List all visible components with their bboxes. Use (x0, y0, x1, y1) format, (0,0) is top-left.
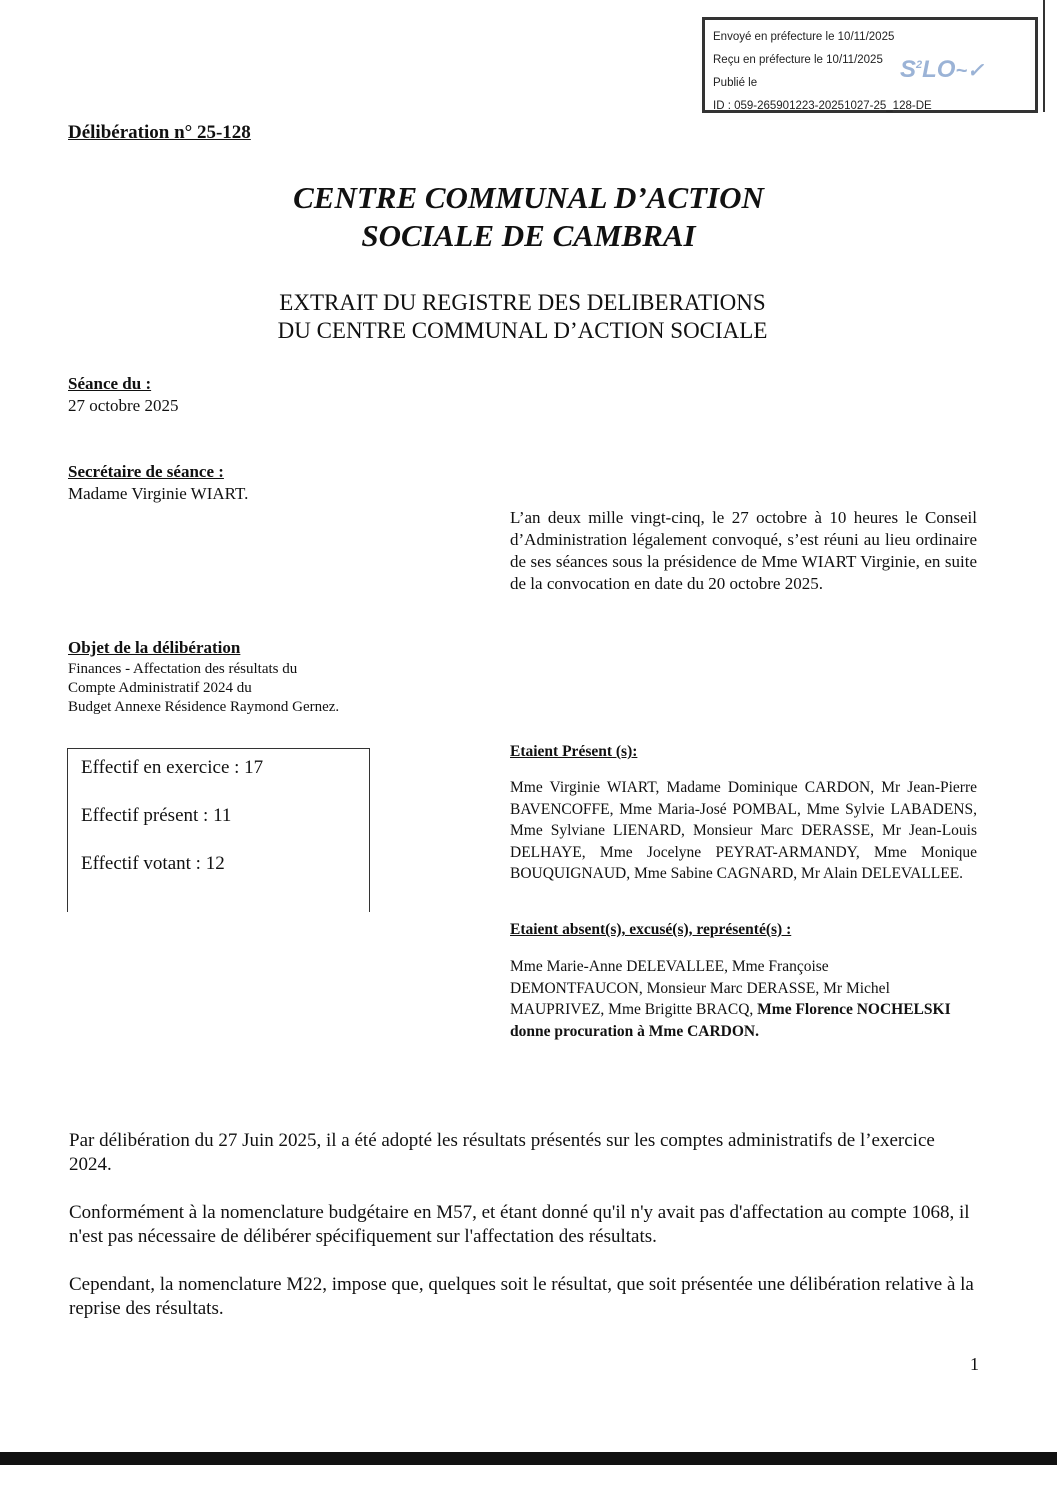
absents-procuration: Mme Florence NOCHELSKI donne procuration à Mme CARDON. (510, 1001, 951, 1040)
body-paragraph-2: Conformément à la nomenclature budgétaire en M57, et étant donné qu'il n'y avait pas d'affectation au compte 1068, il n'est pas nécessaire de délibérer spécifiquement sur l'affectation des résultats. (69, 1202, 970, 1247)
secretaire-name: Madame Virginie WIART. (68, 484, 249, 503)
title-line-1: CENTRE COMMUNAL D’ACTION (293, 180, 764, 215)
effectif-exercice: Effectif en exercice : 17 (81, 757, 264, 778)
intro-paragraph: L’an deux mille vingt-cinq, le 27 octobre à 10 heures le Conseil d’Administration légalement convoqué, s’est réuni au lieu ordinaire de ses séances sous la présidence de Mme WIART Virginie, en suite de la convocation en date du 20 octobre 2025. (510, 508, 977, 593)
presents-list: Mme Virginie WIART, Madame Dominique CARDON, Mr Jean-Pierre BAVENCOFFE, Mme Maria-José POMBAL, Mme Sylvie LABADENS, Mme Sylviane LIENARD, Monsieur Marc DERASSE, Mr Jean-Louis DELHAYE, Mme Jocelyne PEYRAT-ARMANDY, Mme Monique BOUQUIGNAUD, Mme Sabine CAGNARD, Mr Alain DELEVALLEE. (510, 779, 977, 882)
subtitle-line-1: EXTRAIT DU REGISTRE DES DELIBERATIONS (279, 290, 766, 315)
absents-list (510, 956, 960, 1042)
seance-label: Séance du : (68, 374, 152, 393)
stamp-published: Publié le (713, 77, 758, 89)
absents-text: Mme Marie-Anne DELEVALLEE, Mme Françoise DEMONTFAUCON, Monsieur Marc DERASSE, Mr Michel MAUPRIVEZ, Mme Brigitte BRACQ, (510, 958, 890, 1018)
s2lo-logo: $S^2LO\sim✓$ (900, 56, 984, 83)
effectif-votant: Effectif votant : 12 (81, 853, 225, 874)
body-paragraph-1: Par délibération du 27 Juin 2025, il a été adopté les résultats présentés sur les comptes administratifs de l’exercice 2024. (69, 1130, 935, 1175)
absents-label: Etaient absent(s), excusé(s), représenté(s) : (510, 921, 792, 938)
title-line-2: SOCIALE DE CAMBRAI (361, 218, 696, 253)
presents-label: Etaient Présent (s): (510, 743, 638, 760)
objet-line: Compte Administratif 2024 du (68, 680, 252, 696)
effectif-present: Effectif présent : 11 (81, 805, 232, 826)
scan-bottom-bar (0, 1452, 1057, 1465)
deliberation-number: Délibération n° 25-128 (68, 122, 251, 143)
stamp-received: Reçu en préfecture le 10/11/2025 (713, 54, 883, 66)
objet-label: Objet de la délibération (68, 638, 241, 657)
objet-line: Budget Annexe Résidence Raymond Gernez. (68, 699, 340, 715)
seance-date: 27 octobre 2025 (68, 396, 179, 415)
prefecture-stamp (702, 17, 1038, 113)
page-number: 1 (970, 1354, 979, 1374)
stamp-id: ID : 059-265901223-20251027-25_128-DE (713, 100, 932, 112)
stamp-sent: Envoyé en préfecture le 10/11/2025 (713, 31, 895, 43)
body-paragraph-3: Cependant, la nomenclature M22, impose que, quelques soit le résultat, que soit présentée une délibération relative à la reprise des résultats. (69, 1274, 974, 1319)
effectifs-box (67, 748, 370, 912)
subtitle-line-2: DU CENTRE COMMUNAL D’ACTION SOCIALE (277, 318, 768, 343)
secretaire-label: Secrétaire de séance : (68, 462, 224, 481)
objet-line: Finances - Affectation des résultats du (68, 661, 298, 677)
scan-edge-line (1043, 0, 1045, 112)
objet-text (68, 660, 408, 717)
